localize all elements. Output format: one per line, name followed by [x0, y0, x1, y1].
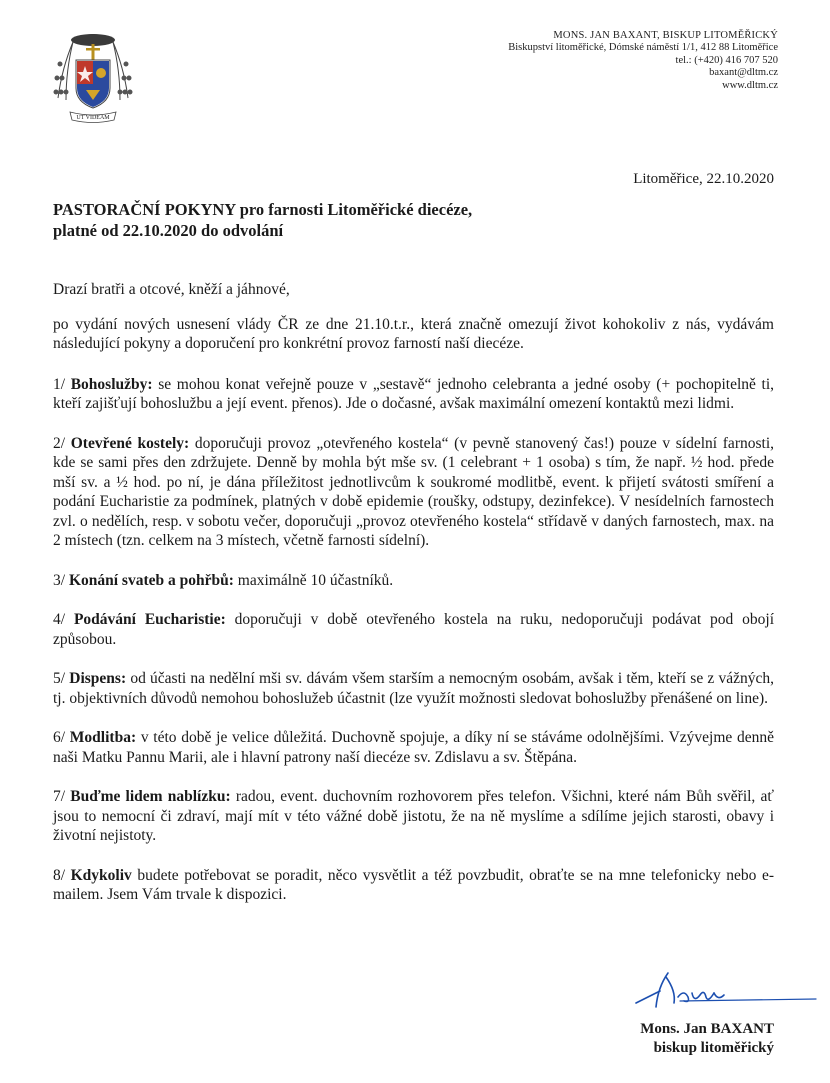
letterhead — [508, 30, 778, 92]
item-text: se mohou konat veřejně pouze v „sestavě“ jednoho celebranta a jedné osoby (+ pochopitelně ti, kteří zajišťují bohoslužbu a její event. přenos). Jde o dočasné, avšak maximální omezení kontaktů mezi lidmi. — [53, 375, 775, 412]
signatory-role: biskup litoměřický — [653, 1040, 774, 1056]
handwritten-signature — [628, 967, 818, 1017]
item-text: od účasti na nedělní mši sv. dávám všem starším a nemocným osobám, avšak i těm, kteří se z vážných, tj. objektivních důvodů nemohou bohoslužeb účastnit (lze využít možnosti sledovat bohoslužby přenášené on line). — [53, 670, 774, 707]
item-text: radou, event. duchovním rozhovorem přes telefon. Všichni, které nám Bůh svěřil, ať jsou to nemocní či zdraví, mají mít v této vážné době jistotu, že na ně myslíme a sdílíme jejich starosti, obavy i životní nejistoty. — [53, 788, 774, 844]
item-text: v této době je velice důležitá. Duchovně spojuje, a díky ní se stáváme odolnějšími. Vzývejme denně naši Matku Pannu Marii, ale i hlavní patrony naší diecéze sv. Zdislavu a sv. Štěpána. — [53, 729, 775, 766]
item-heading: Dispens: — [69, 670, 127, 687]
item-heading: Kdykoliv — [70, 866, 132, 884]
letterhead-phone: tel.: (+420) 416 707 520 — [675, 54, 778, 66]
date-line: Litoměřice, 22.10.2020 — [633, 171, 774, 187]
letterhead-email[interactable]: baxant@dltm.cz — [709, 67, 778, 79]
item-heading: Buďme lidem nablízku: — [70, 788, 231, 805]
document-title — [53, 199, 472, 241]
letterhead-address: Biskupství litoměřické, Dómské náměstí 1/1, 412 88 Litoměřice — [508, 42, 778, 54]
list-item: 5/ Dispens: od účasti na nedělní mši sv. dávám všem starším a nemocným osobám, avšak i těm, kteří se z vážných, tj. objektivních důvodů nemohou bohoslužeb účastnit (lze využít možnosti sledovat bohoslužby přenášené on line). — [53, 670, 774, 707]
item-heading: Podávání Eucharistie: — [73, 611, 226, 628]
signatory-name: Mons. Jan BAXANT — [640, 1021, 774, 1037]
list-item: 1/ Bohoslužby: se mohou konat veřejně pouze v „sestavě“ jednoho celebranta a jedné osoby (+ pochopitelně ti, kteří zajišťují bohoslužbu a její event. přenos). Jde o dočasné, avšak maximální omezení kontaktů mezi lidmi. — [53, 375, 775, 412]
item-text: maximálně 10 účastníků. — [233, 571, 394, 589]
item-heading: Otevřené kostely: — [70, 434, 190, 452]
title-line-1: PASTORAČNÍ POKYNY pro farnosti Litoměřické diecéze, — [53, 200, 473, 219]
list-item: 4/ Podávání Eucharistie: doporučuji v době otevřeného kostela na ruku, nedoporučuji podávat pod obojí způsobou. — [53, 611, 774, 648]
item-text: doporučuji v době otevřeného kostela na ruku, nedoporučuji podávat pod obojí způsobou. — [53, 611, 774, 648]
episcopal-coat-of-arms — [48, 28, 138, 124]
signature-block — [640, 1020, 774, 1058]
title-line-2: platné od 22.10.2020 do odvolání — [53, 221, 284, 240]
letterhead-web[interactable]: www.dltm.cz — [722, 79, 778, 91]
list-item: 8/ Kdykoliv budete potřebovat se poradit, něco vysvětlit a též povzbudit, obraťte se na mne telefonicky nebo e-mailem. Jsem Vám trvale k dispozici. — [53, 866, 774, 903]
item-heading: Konání svateb a pohřbů: — [68, 571, 234, 589]
list-item: 6/ Modlitba: v této době je velice důležitá. Duchovně spojuje, a díky ní se stáváme odolnějšími. Vzývejme denně naši Matku Pannu Marii, ale i hlavní patrony naší diecéze sv. Zdislavu a sv. Štěpána. — [53, 729, 775, 766]
list-item: 7/ Buďme lidem nablízku: radou, event. duchovním rozhovorem přes telefon. Všichni, které nám Bůh svěřil, ať jsou to nemocní či zdraví, mají mít v této vážné době jistotu, že na ně myslíme a sdílíme jejich starosti, obavy i životní nejistoty. — [53, 788, 774, 844]
list-item: 2/ Otevřené kostely: doporučuji provoz „otevřeného kostela“ (v pevně stanovený čas!) pouze v sídelní farnosti, kde se sami přes den zdržujete. Denně by mohla být mše sv. (1 celebrant + 1 osoba) s tím, že např. ½ hod. přede mší sv. a ½ hod. po ní, je dána příležitost jednotlivcům k soukromé modlitbě, event. k přijetí svátosti smíření a podání Eucharistie za podmínek, platných v době epidemie (roušky, odstupy, dezinfekce). V nesídelních farnostech zvl. o nedělích, resp. v sobotu večer, doporučuji „provoz otevřeného kostela“ střídavě v daných farnostech, max. na 2 místech (tzn. celkem na 3 místech, včetně farnosti sídelní). — [53, 434, 774, 549]
item-heading: Modlitba: — [69, 729, 137, 746]
item-text: budete potřebovat se poradit, něco vysvětlit a též povzbudit, obraťte se na mne telefonicky nebo e-mailem. Jsem Vám trvale k dispozici. — [53, 866, 774, 903]
crest-motto: UT VIDEAM — [76, 115, 110, 121]
greeting: Drazí bratři a otcové, kněží a jáhnové, — [53, 281, 290, 298]
intro-paragraph: po vydání nových usnesení vlády ČR ze dne 21.10.t.r., která značně omezují život kohokoliv z nás, vydávám následující pokyny a doporučení pro konkrétní provoz farností naší diecéze. — [53, 315, 774, 352]
letter-body — [53, 280, 774, 925]
item-heading: Bohoslužby: — [70, 375, 153, 393]
letterhead-name: MONS. JAN BAXANT, BISKUP LITOMĚŘICKÝ — [553, 30, 778, 41]
item-text: doporučuji provoz „otevřeného kostela“ (v pevně stanovený čas!) pouze v sídelní farnosti, kde se sami přes den zdržujete. Denně by mohla být mše sv. (1 celebrant + 1 osoba) s tím, že např. ½ hod. přede mší sv. a ½ hod. po ní, je dána příležitost jednotlivcům k soukromé modlitbě, event. k přijetí svátosti smíření a podání Eucharistie za podmínek, platných v době epidemie (roušky, odstupy, dezinfekce). V nesídelních farnostech zvl. o nedělích, resp. v sobotu večer, doporučuji „provoz otevřeného kostela“ střídavě v daných farnostech, max. na 2 místech (tzn. celkem na 3 místech, včetně farnosti sídelní). — [53, 434, 774, 549]
list-item: 3/ Konání svateb a pohřbů: maximálně 10 účastníků. — [53, 571, 394, 589]
